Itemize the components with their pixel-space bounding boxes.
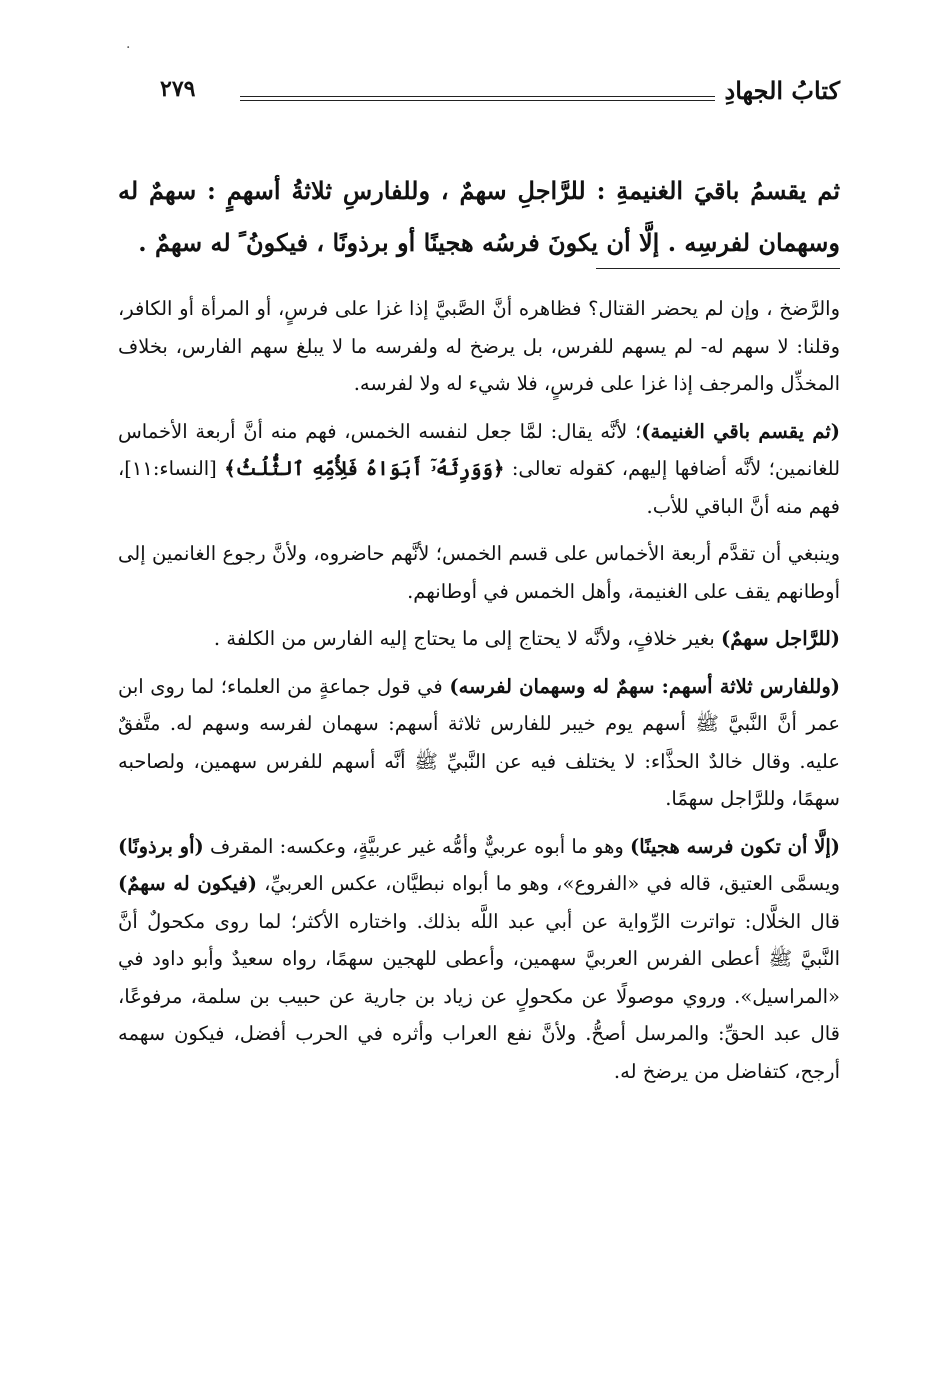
footnote-separator xyxy=(596,268,840,269)
paragraph-text: بغير خلافٍ، ولأنَّه لا يحتاج إلى ما يحتاج إليه الفارس من الكلفة . xyxy=(213,627,722,650)
page-number: ٢٧٩ xyxy=(160,76,196,102)
commentary-paragraph xyxy=(118,290,840,403)
quoted-lemma: (للرَّاجل سهمٌ) xyxy=(721,627,840,650)
quoted-lemma: (أو برذونًا) xyxy=(118,834,204,858)
scan-speck: · xyxy=(126,40,131,56)
commentary-paragraph xyxy=(118,413,840,526)
page-header xyxy=(160,76,840,116)
main-text: ثم يقسمُ باقيَ الغنيمةِ : للرَّاجلِ سهمٌ ، وللفارسِ ثلاثةُ أسهمٍ : سهمٌ له وسهمان لفرسِه . إلَّا أن يكونَ فرسُه هجينًا أو برذونًا ، فيكونُ ً له سهمٌ . xyxy=(118,176,841,257)
paragraph-text: وهو ما أبوه عربيٌّ وأمُّه غير عربيَّةٍ، وعكسه: المقرف xyxy=(209,834,630,858)
commentary-paragraph xyxy=(118,828,840,1091)
commentary-paragraph xyxy=(118,668,840,818)
quoted-lemma: (ثم يقسم باقي الغنيمة) xyxy=(641,419,840,443)
quran-verse: ﴿وَوَرِثَهُۥٓ أَبَوَاهُ فَلِأُمِّهِ ٱلثُّلُثُ﴾ xyxy=(224,457,505,480)
paragraph-text: [النساء:١١]، فهم منه أنَّ الباقي للأب. xyxy=(118,457,840,518)
commentary xyxy=(118,290,840,1100)
paragraph-text: والرَّضخ ، وإن لم يحضر القتال؟ فظاهره أنَّ الصَّبيَّ إذا غزا على فرسٍ، أو المرأة أو الكافر، وقلنا: لا سهم له- لم يسهم للفرس، بل يرضخ له ولفرسه ما لا يبلغ سهم الفارس، بخلاف المخذِّل والمرجف إذا غزا على فرسٍ، فلا شيء له ولا لفرسه. xyxy=(118,297,840,395)
header-rule xyxy=(240,96,715,101)
commentary-paragraph xyxy=(118,535,840,610)
quoted-lemma: (إلَّا أن تكون فرسه هجينًا) xyxy=(630,834,840,858)
paragraph-text: وينبغي أن تقدَّم أربعة الأخماس على قسم الخمس؛ لأنَّهم حاضروه، ولأنَّ رجوع الغانمين إلى أوطانهم يقف على الغنيمة، وأهل الخمس في أوطانهم. xyxy=(118,542,840,603)
paragraph-text: في قول جماعةٍ من العلماء؛ لما روى ابن عمر أنَّ النَّبيَّ ﷺ أسهم يوم خيبر للفارس ثلاثة أسهم: سهمان لفرسه وسهم له. متَّفقٌ عليه. وقال خالدٌ الحذَّاء: لا يختلف فيه عن النَّبيِّ ﷺ أنَّه أسهم للفرس سهمين، ولصاحبه سهمًا، وللرَّاجل سهمًا. xyxy=(118,674,840,810)
running-title: كتابُ الجهادِ xyxy=(724,76,840,105)
paragraph-text: ؛ لأنَّه يقال: لمَّا جعل لنفسه الخمس، فهم منه أنَّ أربعة الأخماس للغانمين؛ لأنَّه أضافها إليهم، كقوله تعالى: xyxy=(118,419,841,480)
paragraph-text: ويسمَّى العتيق، قاله في «الفروع»، وهو ما أبواه نبطيَّان، عكس العربيِّ، xyxy=(264,872,840,895)
commentary-paragraph xyxy=(118,620,840,658)
paragraph-text: قال الخلَّال: تواترت الرِّواية عن أبي عبد اللَّه بذلك. واختاره الأكثر؛ لما روى مكحولٌ أنَّ النَّبيَّ ﷺ أعطى الفرس العربيَّ سهمين، وأعطى للهجين سهمًا، رواه سعيدٌ وأبو داود في «المراسيل». وروي موصولًا عن مكحولٍ عن زياد بن جارية عن حبيب بن سلمة، مرفوعًا، قال عبد الحقِّ: والمرسل أصحُّ. ولأنَّ نفع العراب وأثره في الحرب أفضل، فيكون سهمه أرجح، كتفاضل من يرضخ له. xyxy=(118,909,840,1083)
quoted-lemma: (وللفارس ثلاثة أسهم: سهمٌ له وسهمان لفرسه) xyxy=(449,674,840,698)
quoted-lemma: (فيكون له سهمٌ) xyxy=(118,872,257,895)
